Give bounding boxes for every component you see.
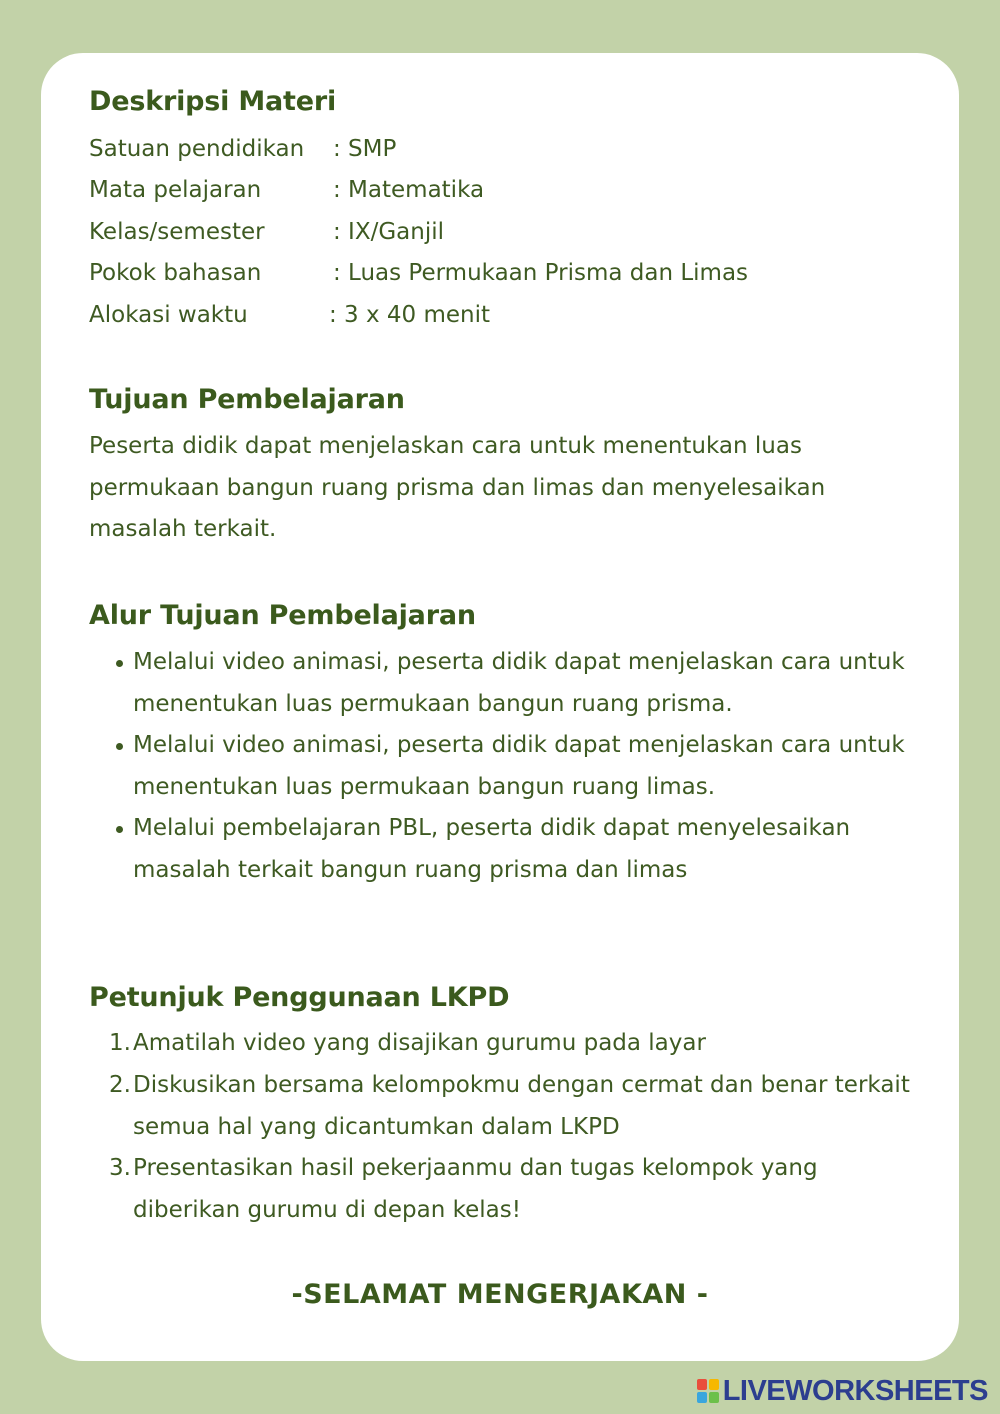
petunjuk-number-3: 3. <box>109 1155 131 1181</box>
meta-value-pokok: : Luas Permukaan Prisma dan Limas <box>333 260 749 286</box>
meta-value-alokasi: : 3 x 40 menit <box>329 302 491 328</box>
alur-item-1: Melalui video animasi, peserta didik dapat menjelaskan cara untuk menentukan luas permukaan bangun ruang prisma. <box>133 649 905 717</box>
watermark-text: LIVEWORKSHEETS <box>722 1374 988 1407</box>
petunjuk-number-1: 1. <box>109 1030 131 1056</box>
tujuan-title: Tujuan Pembelajaran <box>89 384 405 415</box>
meta-value-kelas: : IX/Ganjil <box>333 219 445 245</box>
meta-value-mapel: : Matematika <box>333 177 485 203</box>
worksheet-card <box>41 53 959 1361</box>
bullet-dot <box>116 743 123 750</box>
meta-label-mapel: Mata pelajaran <box>89 177 262 203</box>
alur-item-3: Melalui pembelajaran PBL, peserta didik dapat menyelesaikan masalah terkait bangun ruang prisma dan limas <box>133 815 851 883</box>
liveworksheets-logo-icon <box>697 1379 719 1403</box>
liveworksheets-watermark[interactable] <box>697 1375 988 1407</box>
meta-label-pokok: Pokok bahasan <box>89 260 262 286</box>
meta-label-satuan: Satuan pendidikan <box>89 136 305 162</box>
tujuan-text: Peserta didik dapat menjelaskan cara untuk menentukan luas permukaan bangun ruang prisma dan limas dan menyelesaikan masalah terkait. <box>89 433 826 542</box>
bullet-dot <box>116 660 123 667</box>
petunjuk-item-2: Diskusikan bersama kelompokmu dengan cermat dan benar terkait semua hal yang dicantumkan dalam LKPD <box>133 1072 910 1140</box>
petunjuk-item-1: Amatilah video yang disajikan gurumu pada layar <box>133 1030 706 1056</box>
meta-label-kelas: Kelas/semester <box>89 219 265 245</box>
petunjuk-item-3: Presentasikan hasil pekerjaanmu dan tugas kelompok yang diberikan gurumu di depan kelas! <box>133 1155 818 1223</box>
meta-label-alokasi: Alokasi waktu <box>89 302 248 328</box>
bullet-dot <box>116 826 123 833</box>
closing-message: -SELAMAT MENGERJAKAN - <box>291 1279 709 1310</box>
deskripsi-title: Deskripsi Materi <box>89 86 337 117</box>
petunjuk-title: Petunjuk Penggunaan LKPD <box>89 982 510 1013</box>
meta-value-satuan: : SMP <box>333 136 397 162</box>
alur-item-2: Melalui video animasi, peserta didik dapat menjelaskan cara untuk menentukan luas permukaan bangun ruang limas. <box>133 732 905 800</box>
alur-title: Alur Tujuan Pembelajaran <box>89 600 476 631</box>
petunjuk-number-2: 2. <box>109 1072 131 1098</box>
